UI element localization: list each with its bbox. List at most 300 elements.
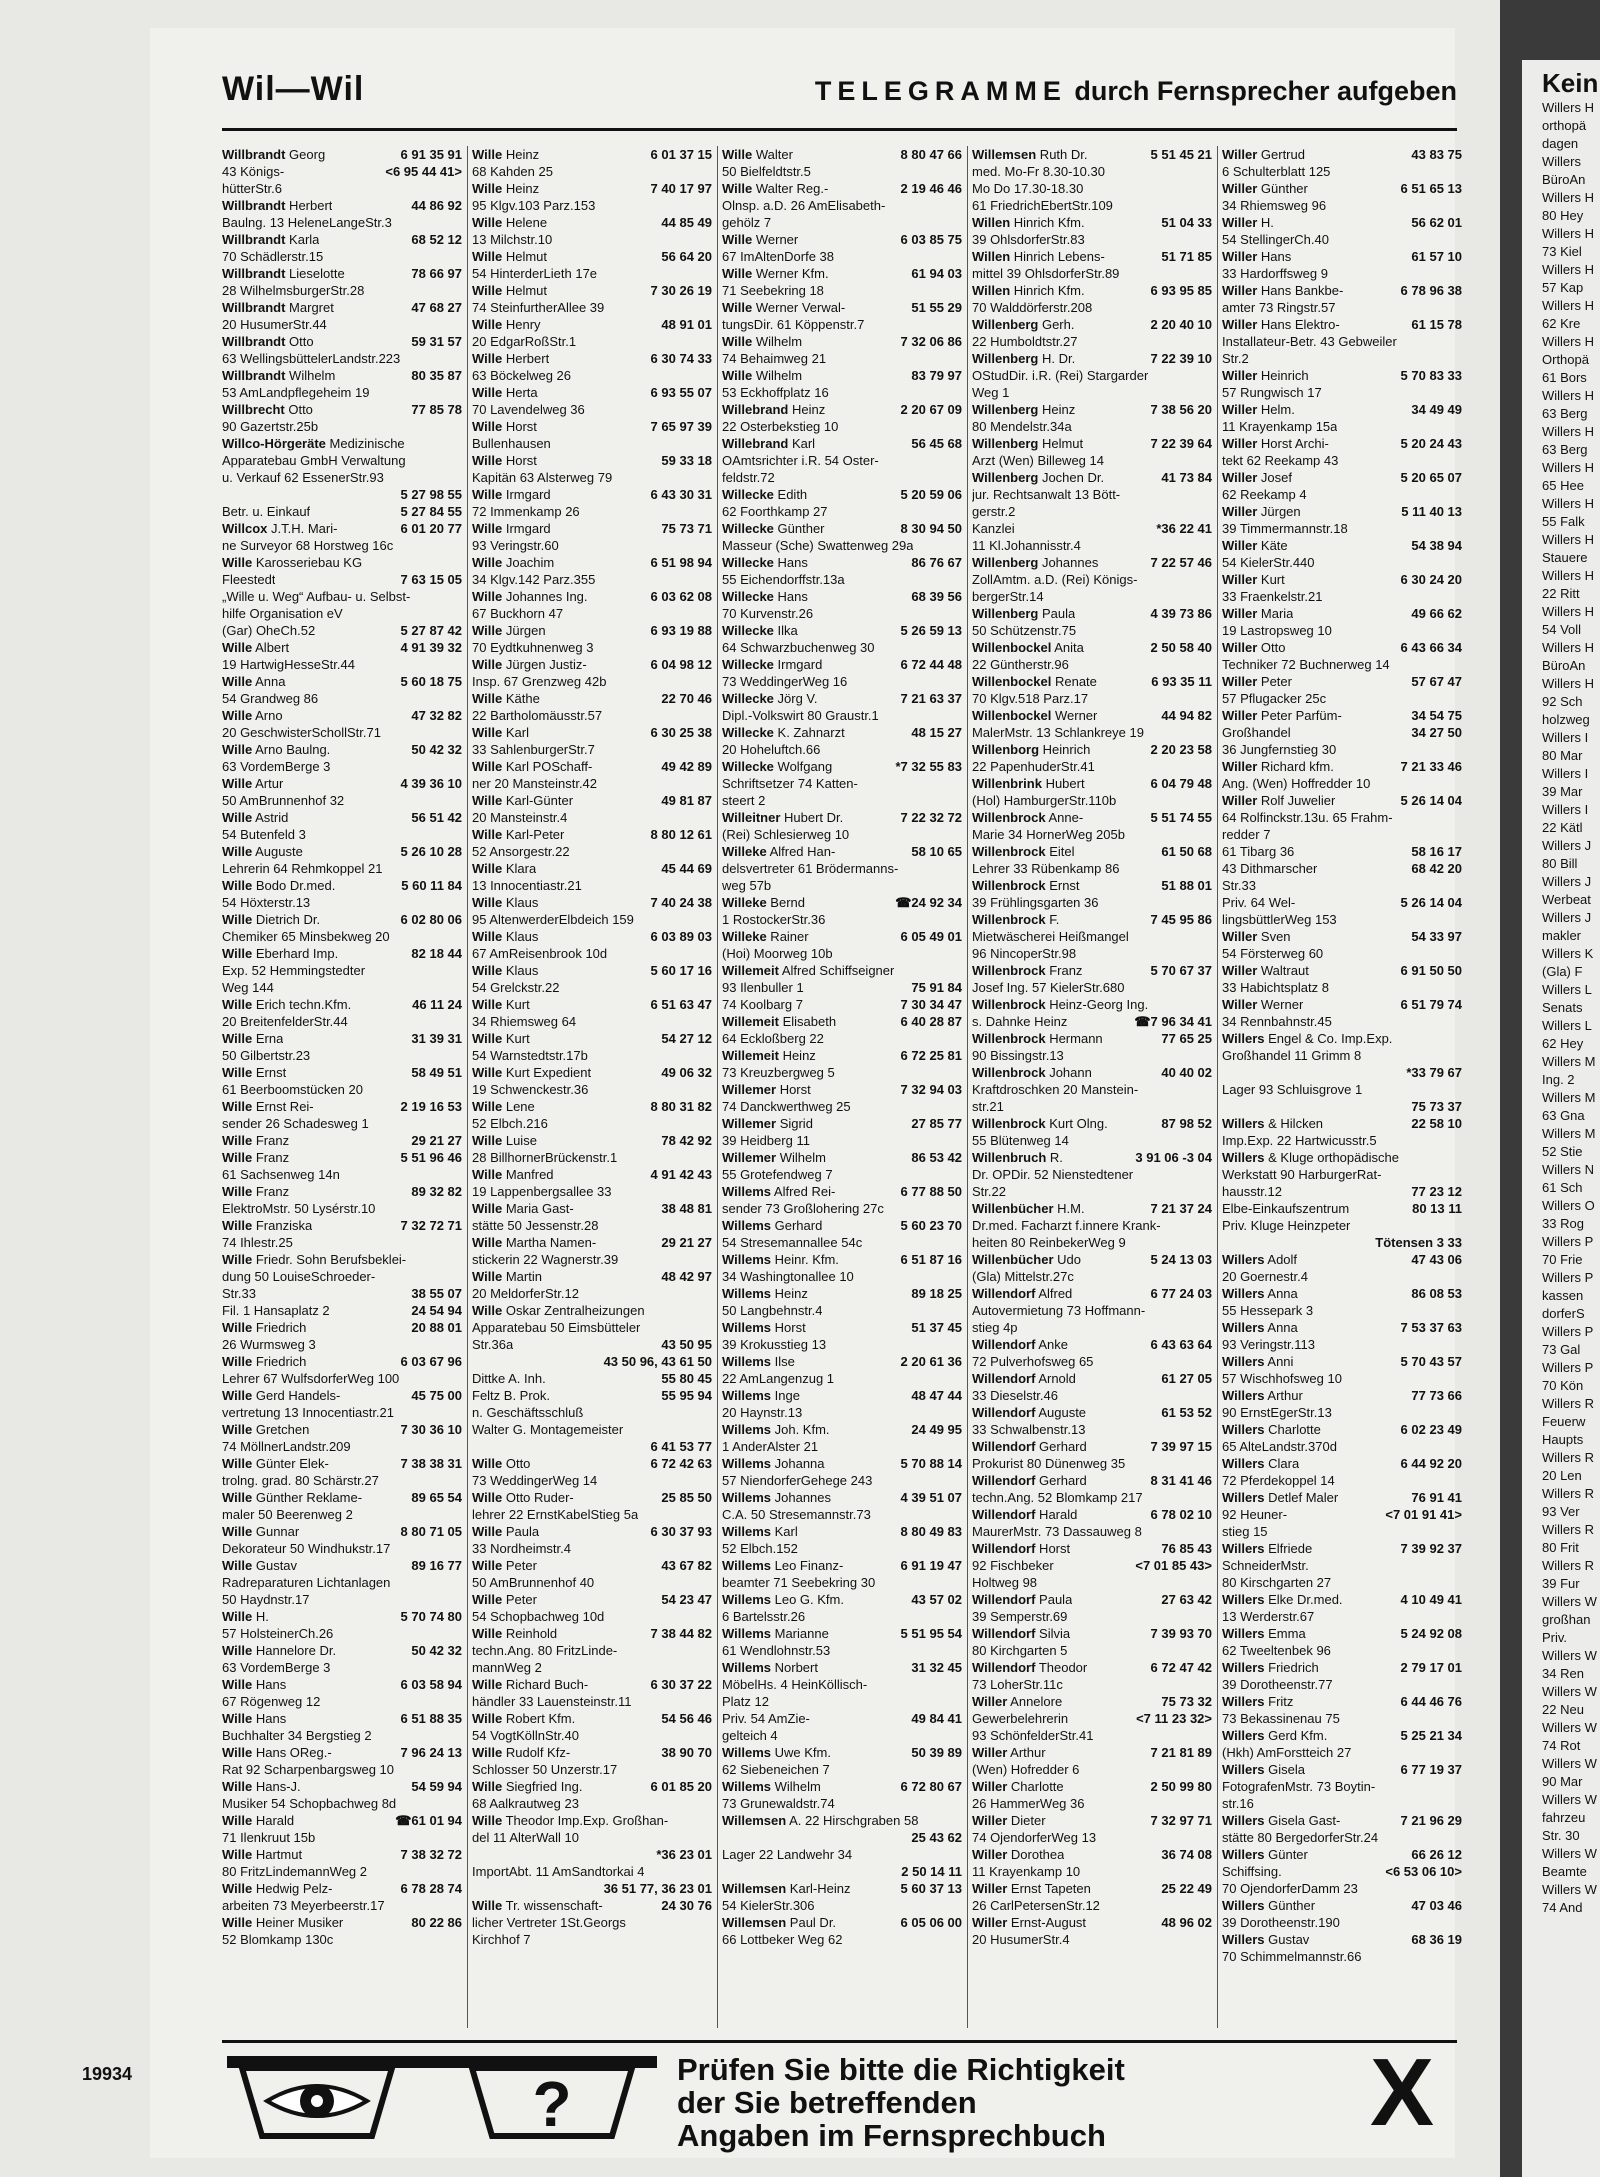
entry-phone (958, 945, 962, 962)
entry-name: Elbe-Einkaufszentrum (1222, 1201, 1350, 1216)
entry-name: 63 VordemBerge 3 (222, 1660, 331, 1675)
entry-name: 92 Heuner- (1222, 1507, 1288, 1522)
listing-entry (1222, 1846, 1462, 1863)
listing-entry (1222, 1659, 1462, 1676)
listing-entry (222, 231, 462, 248)
listing-entry (222, 945, 462, 962)
listing-entry (222, 452, 462, 469)
next-page-stub: 20 Len (1542, 1468, 1582, 1483)
listing-entry (722, 163, 962, 180)
entry-name: stieg 4p (972, 1320, 1018, 1335)
entry-name: 52 Blomkamp 130c (222, 1932, 334, 1947)
listing-entry (972, 1013, 1212, 1030)
entry-name: 55 Hessepark 3 (1222, 1303, 1314, 1318)
entry-phone (1208, 503, 1212, 520)
listing-entry (1222, 996, 1462, 1013)
listing-entry (722, 928, 962, 945)
next-page-stub: 54 Voll (1542, 622, 1582, 637)
entry-phone (1208, 452, 1212, 469)
listing-entry (1222, 1047, 1462, 1064)
entry-phone (1208, 1387, 1212, 1404)
question-mark-symbol: ? (532, 2068, 572, 2140)
next-page-stub: Feuerw (1542, 1414, 1586, 1429)
entry-name: 93 SchönfelderStr.41 (972, 1728, 1094, 1743)
listing-entry (472, 1897, 712, 1914)
entry-name: Dipl.-Volkswirt 80 Graustr.1 (722, 708, 879, 723)
listing-entry (472, 1540, 712, 1557)
entry-name: n. Geschäftsschluß (472, 1405, 584, 1420)
listing-entry (1222, 1642, 1462, 1659)
listing-entry (472, 163, 712, 180)
entry-phone: 6 93 55 07 (650, 385, 712, 400)
listing-entry (722, 1914, 962, 1931)
listing-entry (1222, 1285, 1462, 1302)
entry-name: Wille Franziska (222, 1218, 313, 1233)
entry-name: Mietwäscherei Heißmangel (972, 929, 1129, 944)
entry-phone (458, 1200, 462, 1217)
listing-entry (972, 1081, 1212, 1098)
listing-entry (972, 758, 1212, 775)
entry-phone: 5 60 11 84 (401, 878, 462, 893)
entry-name: Wille Peter (472, 1592, 537, 1607)
listing-entry (472, 1268, 712, 1285)
entry-name: Willer Richard kfm. (1222, 759, 1334, 774)
listing-entry (722, 1251, 962, 1268)
entry-phone: 6 03 85 75 (900, 232, 962, 247)
entry-phone (1208, 571, 1212, 588)
entry-name: 39 Frühlingsgarten 36 (972, 895, 1099, 910)
entry-phone: 6 04 79 48 (1150, 776, 1212, 791)
entry-name: Willems Gerhard (722, 1218, 823, 1233)
listing-entry (722, 197, 962, 214)
entry-phone (1208, 928, 1212, 945)
entry-name: Willers Adolf (1222, 1252, 1298, 1267)
entry-name: 57 NiendorferGehege 243 (722, 1473, 873, 1488)
entry-phone (708, 1081, 712, 1098)
entry-name: Willendorf Paula (972, 1592, 1073, 1607)
listing-entry (472, 316, 712, 333)
listing-entry (222, 1829, 462, 1846)
listing-entry (722, 605, 962, 622)
listing-entry (472, 1404, 712, 1421)
entry-phone: 36 51 77, 36 23 01 (603, 1881, 712, 1896)
entry-name: C.A. 50 Stresemannstr.73 (722, 1507, 871, 1522)
entry-phone (458, 1897, 462, 1914)
entry-name: Willecke K. Zahnarzt (722, 725, 845, 740)
listing-entry (722, 248, 962, 265)
entry-phone: 47 03 46 (1411, 1898, 1462, 1913)
banner-line-2: der Sie betreffenden (677, 2085, 977, 2120)
next-page-stub: BüroAn (1542, 658, 1586, 673)
entry-name: 22 Humboldtstr.27 (972, 334, 1078, 349)
entry-name: 53 AmLandpflegeheim 19 (222, 385, 370, 400)
entry-phone (708, 469, 712, 486)
listing-entry (722, 588, 962, 605)
entry-name: Willendorf Auguste (972, 1405, 1087, 1420)
entry-phone: 48 91 01 (661, 317, 712, 332)
listing-entry (1222, 384, 1462, 401)
entry-phone (708, 299, 712, 316)
entry-phone (458, 724, 462, 741)
entry-name: Wille Maria Gast- (472, 1201, 574, 1216)
entry-name: ner 20 Mansteinstr.42 (472, 776, 598, 791)
listing-entry (472, 1489, 712, 1506)
entry-phone (708, 1047, 712, 1064)
listing-entry (472, 690, 712, 707)
entry-name: Willers Gisela Gast- (1222, 1813, 1341, 1828)
entry-phone: 43 57 02 (911, 1592, 962, 1607)
entry-name: Willems Marianne (722, 1626, 829, 1641)
entry-phone: *36 23 01 (656, 1847, 712, 1862)
listing-entry (222, 435, 462, 452)
entry-phone: 6 02 80 06 (400, 912, 462, 927)
listing-entry (972, 435, 1212, 452)
listing-entry (222, 894, 462, 911)
entry-name: 54 HinterderLieth 17e (472, 266, 598, 281)
entry-name: 57 Pflugacker 25c (1222, 691, 1327, 706)
entry-phone (708, 1693, 712, 1710)
entry-phone: 5 70 74 80 (400, 1609, 462, 1624)
listing-entry (222, 962, 462, 979)
listing-entry (972, 571, 1212, 588)
entry-name: Willenberg Heinz (972, 402, 1076, 417)
entry-phone: 38 90 70 (661, 1745, 712, 1760)
entry-name: Willer Horst Archi- (1222, 436, 1329, 451)
listing-entry (1222, 1149, 1462, 1166)
entry-phone: 47 43 06 (1411, 1252, 1462, 1267)
next-page-stub: Willers W (1542, 1792, 1597, 1807)
entry-phone (958, 1336, 962, 1353)
entry-phone (708, 775, 712, 792)
entry-name: Willemsen A. 22 Hirschgraben 58 (722, 1813, 919, 1828)
next-page-stub: Ing. 2 (1542, 1072, 1575, 1087)
entry-name: 34 Klgv.142 Parz.355 (472, 572, 596, 587)
listing-entry (722, 1081, 962, 1098)
entry-name: 63 VordemBerge 3 (222, 759, 331, 774)
entry-phone: 7 21 37 24 (1150, 1201, 1212, 1216)
entry-name: ne Surveyor 68 Horstweg 16c (222, 538, 394, 553)
entry-phone (1208, 265, 1212, 282)
entry-name: Willebrand Karl (722, 436, 816, 451)
entry-name: Willer Maria (1222, 606, 1294, 621)
entry-name: (Hol) HamburgerStr.110b (972, 793, 1117, 808)
entry-name: Wille Martha Namen- (472, 1235, 597, 1250)
entry-name: Willers Emma (1222, 1626, 1306, 1641)
entry-name: 61 Beerboomstücken 20 (222, 1082, 363, 1097)
entry-name: Wille Klaus (472, 895, 539, 910)
entry-phone: 5 20 59 06 (900, 487, 962, 502)
listing-entry (1222, 1948, 1462, 1965)
entry-name: 20 Goernestr.4 (1222, 1269, 1308, 1284)
entry-phone: 27 63 42 (1161, 1592, 1212, 1607)
entry-name: 54 KielerStr.440 (1222, 555, 1315, 570)
entry-phone (1208, 588, 1212, 605)
entry-phone: 22 58 10 (1411, 1116, 1462, 1131)
entry-phone (1208, 1302, 1212, 1319)
entry-phone: 56 64 20 (661, 249, 712, 264)
entry-name: delsvertreter 61 Brödermanns- (722, 861, 899, 876)
banner-message (677, 2053, 1125, 2152)
listing-entry (722, 1506, 962, 1523)
listing-entry (972, 1608, 1212, 1625)
column-divider (717, 146, 718, 2028)
listing-entry (1222, 758, 1462, 775)
entry-phone (1208, 1183, 1212, 1200)
telegram-word: TELEGRAMME (814, 76, 1067, 106)
listing-entry (222, 1217, 462, 1234)
entry-phone: 6 78 28 74 (400, 1881, 462, 1896)
listing-entry (222, 1098, 462, 1115)
entry-name: Willendorf Silvia (972, 1626, 1071, 1641)
next-page-stub: 33 Rog (1542, 1216, 1584, 1231)
entry-phone: 6 44 46 76 (1400, 1694, 1462, 1709)
entry-name: 90 Bissingstr.13 (972, 1048, 1064, 1063)
entry-name: 70 Klgv.518 Parz.17 (972, 691, 1089, 706)
entry-phone: 27 85 77 (911, 1116, 962, 1131)
listing-entry (222, 1336, 462, 1353)
listing-entry (972, 656, 1212, 673)
next-page-stub: großhan (1542, 1612, 1591, 1627)
listing-entry (1222, 1778, 1462, 1795)
entry-name: Willer Jürgen (1222, 504, 1301, 519)
entry-name: hütterStr.6 (222, 181, 282, 196)
listing-entry (222, 1234, 462, 1251)
listing-entry (1222, 1081, 1462, 1098)
entry-name: Wille Artur (222, 776, 284, 791)
listing-entry (472, 962, 712, 979)
entry-phone: 4 39 51 07 (900, 1490, 962, 1505)
entry-phone: 7 38 44 82 (650, 1626, 712, 1641)
listing-entry (1222, 1455, 1462, 1472)
entry-phone: 7 39 97 15 (1150, 1439, 1212, 1454)
entry-name: Wille Auguste (222, 844, 303, 859)
entry-phone: 54 59 94 (411, 1779, 462, 1794)
listing-entry (1222, 1251, 1462, 1268)
entry-phone: 54 38 94 (1411, 538, 1462, 553)
entry-phone (958, 1897, 962, 1914)
entry-phone (1208, 1047, 1212, 1064)
entry-phone (458, 1115, 462, 1132)
entry-phone: 6 93 95 85 (1150, 283, 1212, 298)
entry-name: Willer Peter Parfüm- (1222, 708, 1342, 723)
entry-phone: 5 70 43 57 (1400, 1354, 1462, 1369)
entry-name: OStudDir. i.R. (Rei) Stargarder (972, 368, 1149, 383)
entry-phone (1208, 979, 1212, 996)
entry-phone (1208, 860, 1212, 877)
listing-entry (472, 1251, 712, 1268)
listing-entry (972, 316, 1212, 333)
entry-phone: 5 25 21 34 (1400, 1728, 1462, 1743)
listing-entry (972, 384, 1212, 401)
listing-entry (722, 520, 962, 537)
entry-phone: <6 95 44 41> (385, 164, 462, 179)
entry-name: Autovermietung 73 Hoffmann- (972, 1303, 1146, 1318)
listing-entry (1222, 1370, 1462, 1387)
entry-name: Willeitner Hubert Dr. (722, 810, 844, 825)
entry-phone: 83 79 97 (911, 368, 962, 383)
entry-phone: 5 26 14 04 (1400, 793, 1462, 808)
entry-phone: 5 27 84 55 (400, 504, 462, 519)
listing-entry (1222, 1727, 1462, 1744)
entry-name: del 11 AlterWall 10 (472, 1830, 579, 1845)
entry-phone: 22 70 46 (661, 691, 712, 706)
entry-name: 67 ImAltenDorfe 38 (722, 249, 835, 264)
entry-name: Wille Werner Verwal- (722, 300, 846, 315)
entry-phone (458, 1438, 462, 1455)
entry-phone (708, 707, 712, 724)
entry-phone: 54 33 97 (1411, 929, 1462, 944)
entry-name: Holtweg 98 (972, 1575, 1038, 1590)
entry-phone (958, 1234, 962, 1251)
entry-name: stätte 50 Jessenstr.28 (472, 1218, 599, 1233)
entry-name: Willers Gustav (1222, 1932, 1310, 1947)
entry-name: 33 SahlenburgerStr.7 (472, 742, 595, 757)
entry-name: Str.22 (972, 1184, 1006, 1199)
next-page-stub: 74 Rot (1542, 1738, 1581, 1753)
entry-phone (958, 1030, 962, 1047)
listing-entry (722, 1115, 962, 1132)
entry-name: Wille Irmgard (472, 487, 551, 502)
entry-name: Rat 92 Scharpenbargsweg 10 (222, 1762, 395, 1777)
entry-name: Dekorateur 50 Windhukstr.17 (222, 1541, 391, 1556)
next-page-stub: 90 Mar (1542, 1774, 1583, 1789)
entry-name: Willendorf Horst (972, 1541, 1071, 1556)
listing-entry (472, 1710, 712, 1727)
next-page-stub: Willers K (1542, 946, 1594, 961)
listing-entry (472, 758, 712, 775)
entry-name: Dittke A. Inh. (472, 1371, 546, 1386)
listing-entry (722, 1710, 962, 1727)
listing-entry (972, 418, 1212, 435)
listing-entry (472, 1557, 712, 1574)
entry-name: Priv. 64 Wel- (1222, 895, 1296, 910)
next-page-stub: Willers H (1542, 334, 1594, 349)
entry-name: Weg 144 (222, 980, 274, 995)
listing-entry (972, 1438, 1212, 1455)
entry-name: Wille Kurt (472, 1031, 530, 1046)
listing-entry (1222, 197, 1462, 214)
listing-entry (1222, 486, 1462, 503)
entry-phone (1458, 265, 1462, 282)
next-page-stub: 73 Kiel (1542, 244, 1582, 259)
entry-name: 62 Foorthkamp 27 (722, 504, 828, 519)
next-page-stub: Willers R (1542, 1522, 1594, 1537)
entry-name: OAmtsrichter i.R. 54 Oster- (722, 453, 879, 468)
listing-entry (222, 1081, 462, 1098)
entry-name: Willer Ernst-August (972, 1915, 1087, 1930)
entry-phone (458, 860, 462, 877)
entry-phone (458, 758, 462, 775)
entry-phone: 2 50 58 40 (1150, 640, 1212, 655)
entry-phone (958, 1795, 962, 1812)
entry-name: 52 Elbch.152 (722, 1541, 798, 1556)
listing-entry (472, 1931, 712, 1948)
entry-phone: 40 40 02 (1161, 1065, 1212, 1080)
entry-name: 74 Danckwerthweg 25 (722, 1099, 851, 1114)
listing-entry (972, 1285, 1212, 1302)
entry-name: Willems Joh. Kfm. (722, 1422, 830, 1437)
listing-entry (472, 1166, 712, 1183)
entry-phone (958, 350, 962, 367)
entry-phone: 80 35 87 (411, 368, 462, 383)
listing-entry (972, 1676, 1212, 1693)
listing-entry (1222, 1387, 1462, 1404)
next-page-stub: Willers H (1542, 100, 1594, 115)
entry-name: 33 Fraenkelstr.21 (1222, 589, 1323, 604)
entry-phone (958, 1098, 962, 1115)
entry-phone: 4 39 36 10 (400, 776, 462, 791)
entry-name: Willco-Hörgeräte Medizinische (222, 436, 405, 451)
entry-phone (1208, 1455, 1212, 1472)
entry-name: Wille Kurt Expedient (472, 1065, 592, 1080)
entry-phone: 82 18 44 (411, 946, 462, 961)
next-page-stub: 57 Kap (1542, 280, 1584, 295)
entry-phone (1458, 452, 1462, 469)
entry-name: 80 FritzLindemannWeg 2 (222, 1864, 368, 1879)
listing-entry (222, 1710, 462, 1727)
entry-phone (958, 1540, 962, 1557)
entry-name: stickerin 22 Wagnerstr.39 (472, 1252, 619, 1267)
listing-entry (222, 520, 462, 537)
entry-phone (958, 605, 962, 622)
listing-entry (1222, 1557, 1462, 1574)
entry-name: 22 PapenhuderStr.41 (972, 759, 1095, 774)
listing-entry (1222, 1030, 1462, 1047)
listing-entry (222, 214, 462, 231)
entry-phone: 6 43 63 64 (1150, 1337, 1212, 1352)
listing-entry (472, 1625, 712, 1642)
entry-name: 20 EdgarRoßStr.1 (472, 334, 577, 349)
listing-entry (222, 180, 462, 197)
entry-name: Wille Erna (222, 1031, 284, 1046)
listing-entry (222, 367, 462, 384)
listing-entry (722, 843, 962, 860)
listing-entry (1222, 1489, 1462, 1506)
entry-phone: ☎61 01 94 (395, 1813, 462, 1828)
listing-entry (472, 537, 712, 554)
listing-entry (1222, 1200, 1462, 1217)
entry-name: Willebrand Heinz (722, 402, 826, 417)
listing-entry (722, 1540, 962, 1557)
entry-name: Willer Dieter (972, 1813, 1046, 1828)
entry-name: Lehrer 67 WulfsdorferWeg 100 (222, 1371, 400, 1386)
listing-entry (222, 1064, 462, 1081)
listing-entry (722, 1030, 962, 1047)
entry-phone (458, 1166, 462, 1183)
entry-phone (458, 1234, 462, 1251)
listing-entry (972, 1302, 1212, 1319)
entry-name: Willenbücher H.M. (972, 1201, 1085, 1216)
entry-phone (958, 1132, 962, 1149)
entry-name: Priv. Kluge Heinzpeter (1222, 1218, 1351, 1233)
entry-phone (1208, 1319, 1212, 1336)
listing-entry (722, 282, 962, 299)
listing-entry (472, 860, 712, 877)
entry-phone (1208, 656, 1212, 673)
entry-phone: 50 42 32 (411, 742, 462, 757)
next-page-stub: 34 Ren (1542, 1666, 1584, 1681)
entry-phone (1208, 1642, 1212, 1659)
listing-entry (222, 1659, 462, 1676)
entry-name: Wille Klara (472, 861, 537, 876)
listing-entry (972, 622, 1212, 639)
listing-entry (472, 622, 712, 639)
entry-phone (958, 1064, 962, 1081)
entry-phone: 75 73 37 (1411, 1099, 1462, 1114)
entry-name: Wille Henry (472, 317, 541, 332)
entry-phone (708, 571, 712, 588)
entry-name: Wille Peter (472, 1558, 537, 1573)
